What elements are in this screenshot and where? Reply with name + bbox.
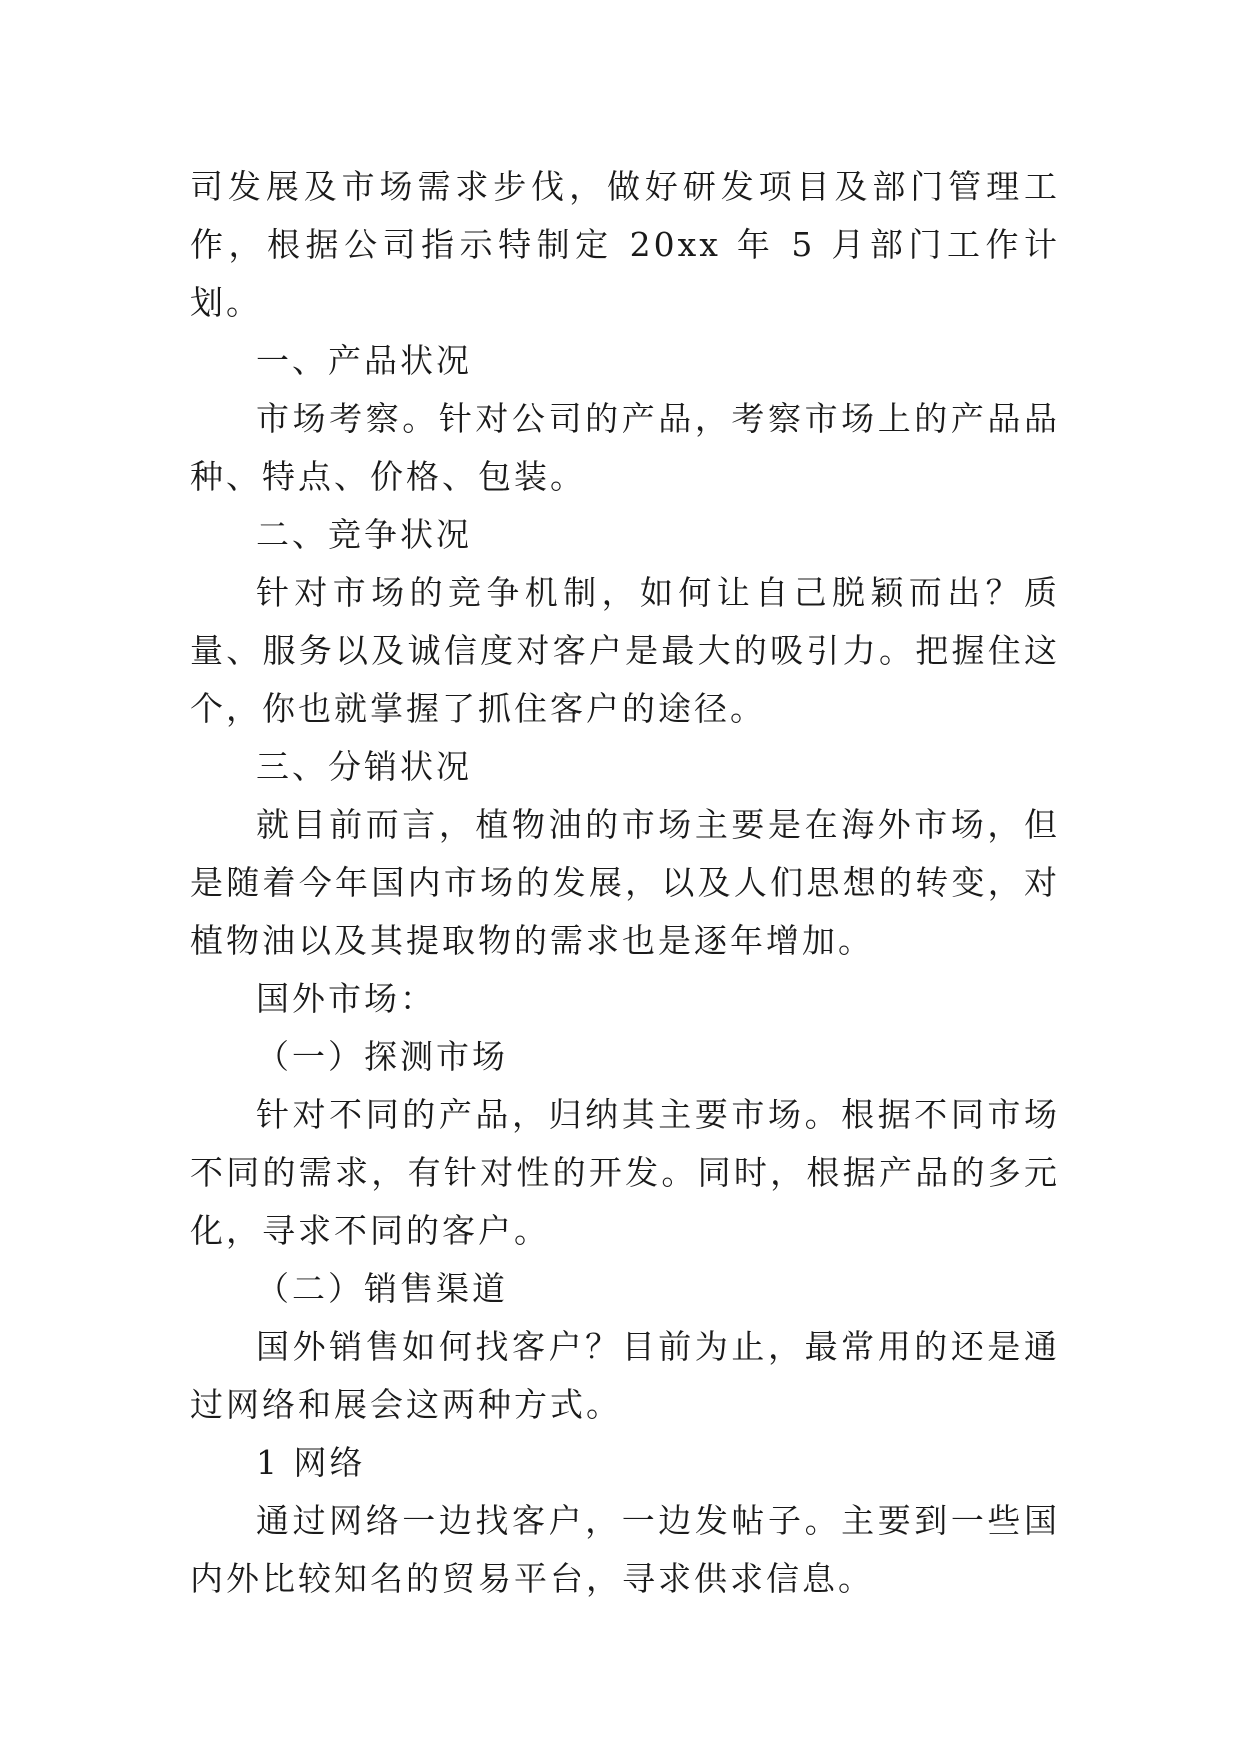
subheading-sales-channels: （二）销售渠道 (256, 1269, 508, 1308)
paragraph-network: 通过网络一边找客户，一边发帖子。主要到一些国内外比较知名的贸易平台，寻求供求信息。 (190, 1501, 1060, 1598)
paragraph-market-survey: 市场考察。针对公司的产品，考察市场上的产品品种、特点、价格、包装。 (190, 399, 1060, 496)
section-heading-distribution-status: 三、分销状况 (256, 747, 472, 786)
document-body (190, 158, 1060, 1608)
paragraph-distribution: 就目前而言，植物油的市场主要是在海外市场，但是随着今年国内市场的发展，以及人们思想的转变，对植物油以及其提取物的需求也是逐年增加。 (190, 805, 1060, 960)
subheading-explore-market: （一）探测市场 (256, 1037, 508, 1076)
paragraph-explore-market: 针对不同的产品，归纳其主要市场。根据不同市场不同的需求，有针对性的开发。同时，根据产品的多元化，寻求不同的客户。 (190, 1095, 1060, 1250)
paragraph-competition: 针对市场的竞争机制，如何让自己脱颖而出？质量、服务以及诚信度对客户是最大的吸引力。把握住这个，你也就掌握了抓住客户的途径。 (190, 573, 1060, 728)
paragraph-intro-continuation: 司发展及市场需求步伐，做好研发项目及部门管理工作，根据公司指示特制定 20xx 年 5 月部门工作计划。 (190, 167, 1060, 322)
subheading-foreign-market: 国外市场： (256, 979, 436, 1018)
section-heading-product-status: 一、产品状况 (256, 341, 472, 380)
subheading-network: 1 网络 (256, 1443, 366, 1482)
section-heading-competition-status: 二、竞争状况 (256, 515, 472, 554)
paragraph-sales-channels: 国外销售如何找客户？目前为止，最常用的还是通过网络和展会这两种方式。 (190, 1327, 1060, 1424)
